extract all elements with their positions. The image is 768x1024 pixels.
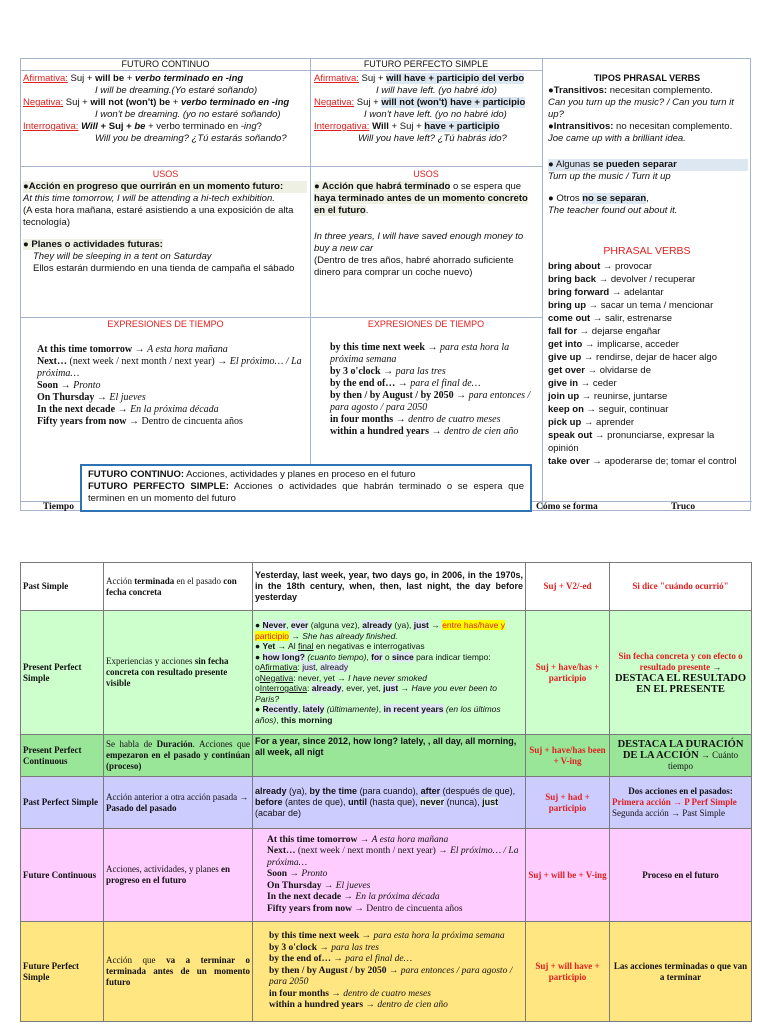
col2-usos-title: USOS bbox=[413, 169, 439, 179]
tense-form: Suj + had + participio bbox=[526, 777, 610, 829]
under-header-como: Cómo se forma bbox=[536, 502, 598, 512]
row-divider bbox=[21, 166, 542, 167]
col1-forms: Afirmativa: Suj + will be + verbo terminado en -ing I will be dreaming.(Yo estaré soñando) Negativa: Suj + will not (won't) be + verbo terminado en -ing I won't be dreaming. (yo no estaré soñando) Interrogativa: Will + Suj + be + verbo terminado en -ing? Will you be dreaming? ¿Tú estarás soñando? bbox=[23, 73, 308, 145]
col1-header: FUTURO CONTINUO bbox=[121, 59, 210, 69]
col2-expressions bbox=[314, 342, 540, 438]
tense-form: Suj + will have + participio bbox=[526, 922, 610, 1022]
expr-item: by the end of… → para el final de… bbox=[330, 378, 481, 389]
table-row bbox=[21, 563, 752, 611]
phrasal-verbs-title: PHRASAL VERBS bbox=[603, 245, 691, 257]
expr-item: by 3 o'clock → para las tres bbox=[330, 366, 446, 377]
expr-item: Fifty years from now → Dentro de cincuenta años bbox=[37, 416, 243, 427]
time-markers: ● Never, ever (alguna vez), already (ya), just → entre has/have y participio → She has already finished. ● Yet → Al final en negativas e interrogativas ● how long? (cuanto tiempo), for o since para indicar tiempo: oAfirmativa: just, already oNegativa: never, yet → I have never smoked oInterrogativa: already, ever, yet, just → Have you ever been to Paris? ● Recently, lately (últimamente), in recent years (en los últimos años), this morning bbox=[253, 611, 526, 735]
phrasal-verb-item: fall for → dejarse engañar bbox=[548, 326, 661, 337]
col2-usos: ● Acción que habrá terminado o se espera que haya terminado antes de un momento concreto en el futuro. In three years, I will have saved enough money to buy a new car (Dentro de tres años, habré ahorrado suficiente dinero para comprar un coche nuevo) bbox=[314, 181, 528, 278]
tense-name: Future Continuous bbox=[21, 829, 104, 922]
tense-form: Suj + will be + V-ing bbox=[526, 829, 610, 922]
tense-trick: Sin fecha concreta y con efecto o resultado presente → DESTACA EL RESULTADO EN EL PRESENTE bbox=[610, 611, 752, 735]
under-header-truco: Truco bbox=[671, 502, 696, 512]
time-markers: by this time next week → para esta hora la próxima semana by 3 o'clock → para las tres by the end of… → para el final de… by then / by August / by 2050 → para entonces / para agosto / para 2050 in four months → dentro de cuatro meses within a hundred years → dentro de cien año bbox=[253, 922, 526, 1022]
phrasal-verb-item: get over → olvidarse de bbox=[548, 365, 651, 376]
tense-trick: DESTACA LA DURACIÓN DE LA ACCIÓN → Cuánto tiempo bbox=[610, 735, 752, 777]
under-header-tiempo: Tiempo bbox=[43, 502, 74, 512]
table-row bbox=[21, 922, 752, 1022]
tense-form: Suj + have/has + participio bbox=[526, 611, 610, 735]
tense-trick: Si dice "cuándo ocurrió" bbox=[610, 563, 752, 611]
phrasal-verb-item: bring about → provocar bbox=[548, 261, 652, 272]
column-divider bbox=[542, 59, 543, 510]
col2-expr-title: EXPRESIONES DE TIEMPO bbox=[367, 319, 485, 329]
tense-desc: Acción anterior a otra acción pasada → Pasado del pasado bbox=[104, 777, 253, 829]
table-row bbox=[21, 777, 752, 829]
tense-name: Past Simple bbox=[21, 563, 104, 611]
col1-interrogative: Interrogativa: Will + Suj + be + verbo terminado en -ing? bbox=[23, 121, 262, 132]
col1-affirmative: Afirmativa: Suj + will be + verbo terminado en -ing bbox=[23, 73, 244, 84]
tense-name: Past Perfect Simple bbox=[21, 777, 104, 829]
table-row bbox=[21, 611, 752, 735]
time-markers: For a year, since 2012, how long? lately, , all day, all morning, all week, all nigt bbox=[253, 735, 526, 777]
expr-item: within a hundred years → dentro de cien año bbox=[330, 426, 519, 437]
phrasal-verb-item: bring back → devolver / recuperar bbox=[548, 274, 696, 285]
table-row bbox=[21, 829, 752, 922]
time-markers: already (ya), by the time (para cuando), after (después de que), before (antes de que), until (hasta que), never (nunca), just (acabar de) bbox=[253, 777, 526, 829]
row-divider bbox=[21, 70, 542, 71]
col1-negative: Negativa: Suj + will not (won't) be + verbo terminado en -ing bbox=[23, 97, 290, 108]
top-summary-table bbox=[20, 58, 751, 511]
phrasal-verb-item: give up → rendirse, dejar de hacer algo bbox=[548, 352, 717, 363]
expr-item: Next… (next week / next month / next year) → El próximo… / La próxima… bbox=[37, 356, 302, 379]
tense-desc: Experiencias y acciones sin fecha concreta con resultado presente visible bbox=[104, 611, 253, 735]
tense-trick: Proceso en el futuro bbox=[610, 829, 752, 922]
col2-forms: Afirmativa: Suj + will have + participio del verbo I will have left. (yo habré ido) Negativa: Suj + will not (won't) have + participio I won't have left. (yo no habré ido) Interrogativa: Will + Suj + have + participio Will you have left? ¿Tú habrás ido? bbox=[314, 73, 526, 144]
tense-form: Suj + V2/-ed bbox=[526, 563, 610, 611]
tense-trick: Las acciones terminadas o que van a terminar bbox=[610, 922, 752, 1022]
expr-item: In the next decade → En la próxima década bbox=[37, 404, 219, 415]
phrasal-verb-item: take over → apoderarse de; tomar el control bbox=[548, 456, 737, 467]
table-row bbox=[21, 735, 752, 777]
phrasal-verb-item: pick up → aprender bbox=[548, 417, 635, 428]
time-markers: At this time tomorrow → A esta hora mañana Next… (next week / next month / next year) → El próximo… / La próxima… Soon → Pronto On Thursday → El jueves In the next decade → En la próxima década Fifty years from now → Dentro de cincuenta años bbox=[253, 829, 526, 922]
expr-item: At this time tomorrow → A esta hora mañana bbox=[37, 344, 228, 355]
tense-desc: Acciones, actividades, y planes en progreso en el futuro bbox=[104, 829, 253, 922]
col1-usos-title: USOS bbox=[152, 169, 179, 179]
phrasal-verb-item: get into → implicarse, acceder bbox=[548, 339, 679, 350]
phrasal-verb-item: speak out → pronunciarse, expresar la opinión bbox=[548, 430, 715, 454]
phrasal-verb-item: bring forward → adelantar bbox=[548, 287, 664, 298]
row-divider bbox=[21, 317, 542, 318]
col1-expressions bbox=[23, 344, 305, 428]
phrasal-verb-item: give in → ceder bbox=[548, 378, 617, 389]
phrasal-verb-item: bring up → sacar un tema / mencionar bbox=[548, 300, 714, 311]
tense-form: Suj + have/has been + V-ing bbox=[526, 735, 610, 777]
tenses-table bbox=[20, 562, 751, 1022]
col1-expr-title: EXPRESIONES DE TIEMPO bbox=[107, 319, 224, 329]
tense-desc: Acción terminada en el pasado con fecha concreta bbox=[104, 563, 253, 611]
expr-item: by then / by August / by 2050 → para entonces / para agosto / para 2050 bbox=[330, 390, 531, 413]
summary-box: FUTURO CONTINUO: Acciones, actividades y planes en proceso en el futuro FUTURO PERFECTO SIMPLE: Acciones o actividades que habrán terminado o se espera que terminen en un momento del futuro bbox=[80, 464, 532, 512]
time-markers: Yesterday, last week, year, two days go, in 2006, in the 1970s, in the 18th century, when, then, last night, the day before yesterday bbox=[253, 563, 526, 611]
phrasal-verb-item: join up → reunirse, juntarse bbox=[548, 391, 668, 402]
tenses-table-grid bbox=[20, 562, 752, 1022]
phrasal-verb-item: come out → salir, estrenarse bbox=[548, 313, 673, 324]
expr-item: in four months → dentro de cuatro meses bbox=[330, 414, 501, 425]
col1-usos: ●Acción en progreso que ourrirán en un momento futuro: At this time tomorrow, I will be attending a hi-tech exhibition. (A esta hora mañana, estaré asistiendo a una exposición de alta tecnología) ● Planes o actividades futuras: They will be sleeping in a tent on Saturday Ellos estarán durmiendo en una tienda de campaña el sábado bbox=[23, 181, 307, 275]
col3-header: TIPOS PHRASAL VERBS bbox=[593, 73, 701, 83]
tense-name: Present Perfect Continuous bbox=[21, 735, 104, 777]
phrasal-verbs-list bbox=[548, 260, 746, 468]
tense-name: Future Perfect Simple bbox=[21, 922, 104, 1022]
tense-desc: Se habla de Duración. Acciones que empezaron en el pasado y continúan (proceso) bbox=[104, 735, 253, 777]
tense-name: Present Perfect Simple bbox=[21, 611, 104, 735]
col3-types: ●Transitivos: necesitan complemento. Can you turn up the music? / Can you turn it up? ●Intransitivos: no necesitan complemento. Joe came up with a brilliant idea. ● Algunas se pueden separar Turn up the music / Turn it up ● Otros no se separan, The teacher found out about it. bbox=[548, 85, 748, 217]
col2-header: FUTURO PERFECTO SIMPLE bbox=[363, 59, 489, 69]
expr-item: On Thursday → El jueves bbox=[37, 392, 146, 403]
expr-item: Soon → Pronto bbox=[37, 380, 101, 391]
tense-trick: Dos acciones en el pasados: Primera acción → P Perf Simple Segunda acción → Past Simple bbox=[610, 777, 752, 829]
tense-desc: Acción que va a terminar o terminada antes de un momento futuro bbox=[104, 922, 253, 1022]
phrasal-verb-item: keep on → seguir, continuar bbox=[548, 404, 669, 415]
expr-item: by this time next week → para esta hora la próxima semana bbox=[330, 342, 510, 365]
column-divider bbox=[310, 59, 311, 510]
